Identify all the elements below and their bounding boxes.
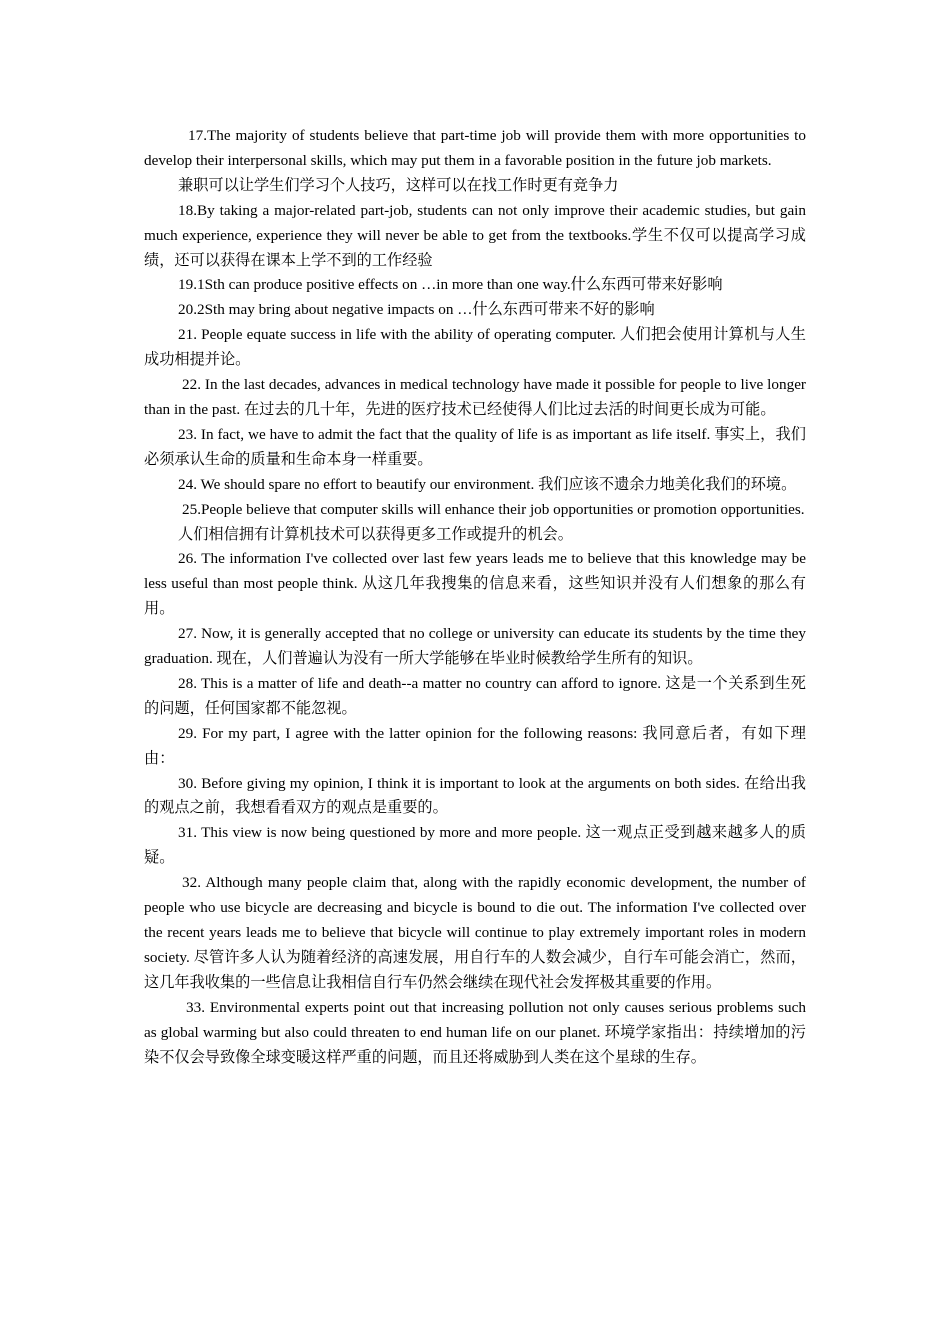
paragraph-29: 29. For my part, I agree with the latter opinion for the following reasons: 我同意后者，有如下理由： bbox=[144, 724, 806, 767]
paragraph-27: 27. Now, it is generally accepted that no college or university can educate its students by the time they graduation. 现在，人们普遍认为没有一所大学能够在毕业时候教给学生所有的知识。 bbox=[144, 625, 806, 668]
paragraph-31: 31. This view is now being questioned by more and more people. 这一观点正受到越来越多人的质疑。 bbox=[144, 824, 806, 867]
paragraph-17-translation: 兼职可以让学生们学习个人技巧，这样可以在找工作时更有竞争力 bbox=[178, 176, 619, 194]
paragraph-23: 23. In fact, we have to admit the fact that the quality of life is as important as life itself. 事实上，我们必须承认生命的质量和生命本身一样重要。 bbox=[144, 425, 806, 468]
paragraph-20: 20.2Sth may bring about negative impacts on …什么东西可带来不好的影响 bbox=[178, 301, 655, 319]
paragraph-21: 21. People equate success in life with the ability of operating computer. 人们把会使用计算机与人生成功相提并论。 bbox=[144, 326, 806, 369]
paragraph-25-translation: 人们相信拥有计算机技术可以获得更多工作或提升的机会。 bbox=[178, 525, 573, 543]
paragraph-26: 26. The information I've collected over last few years leads me to believe that this knowledge may be less useful than most people think. 从这几年我搜集的信息来看，这些知识并没有人们想象的那么有用。 bbox=[144, 550, 806, 618]
paragraph-25: 25.People believe that computer skills will enhance their job opportunities or promotion opportunities. bbox=[182, 500, 805, 518]
paragraph-33: 33. Environmental experts point out that increasing pollution not only causes serious problems such as global warming but also could threaten to end human life on our planet. 环境学家指出：持续增加的污染不仅会导致像全球变暖这样严重的问题，而且还将威胁到人类在这个星球的生存。 bbox=[144, 998, 806, 1066]
paragraph-24: 24. We should spare no effort to beautify our environment. 我们应该不遗余力地美化我们的环境。 bbox=[178, 475, 797, 493]
document-page bbox=[144, 124, 806, 1070]
paragraph-30: 30. Before giving my opinion, I think it is important to look at the arguments on both sides. 在给出我的观点之前，我想看看双方的观点是重要的。 bbox=[144, 774, 806, 817]
paragraph-17: 17.The majority of students believe that part-time job will provide them with more opportunities to develop their interpersonal skills, which may put them in a favorable position in the future job markets. bbox=[144, 127, 806, 169]
paragraph-18: 18.By taking a major-related part-job, students can not only improve their academic studies, but gain much experience, experience they will never be able to get from the textbooks.学生不仅可以提高学习成绩，还可以获得在课本上学不到的工作经验 bbox=[144, 201, 806, 269]
paragraph-32: 32. Although many people claim that, along with the rapidly economic development, the number of people who use bicycle are decreasing and bicycle is bound to die out. The information I've collected over the recent years leads me to believe that bicycle will continue to play extremely important roles in modern society. 尽管许多人认为随着经济的高速发展，用自行车的人数会减少，自行车可能会消亡，然而，这几年我收集的一些信息让我相信自行车仍然会继续在现代社会发挥极其重要的作用。 bbox=[144, 874, 806, 991]
paragraph-19: 19.1Sth can produce positive effects on …in more than one way.什么东西可带来好影响 bbox=[178, 276, 723, 294]
paragraph-28: 28. This is a matter of life and death--a matter no country can afford to ignore. 这是一个关系到生死的问题，任何国家都不能忽视。 bbox=[144, 674, 806, 717]
paragraph-22: 22. In the last decades, advances in medical technology have made it possible for people to live longer than in the past. 在过去的几十年，先进的医疗技术已经使得人们比过去活的时间更长成为可能。 bbox=[144, 376, 806, 418]
